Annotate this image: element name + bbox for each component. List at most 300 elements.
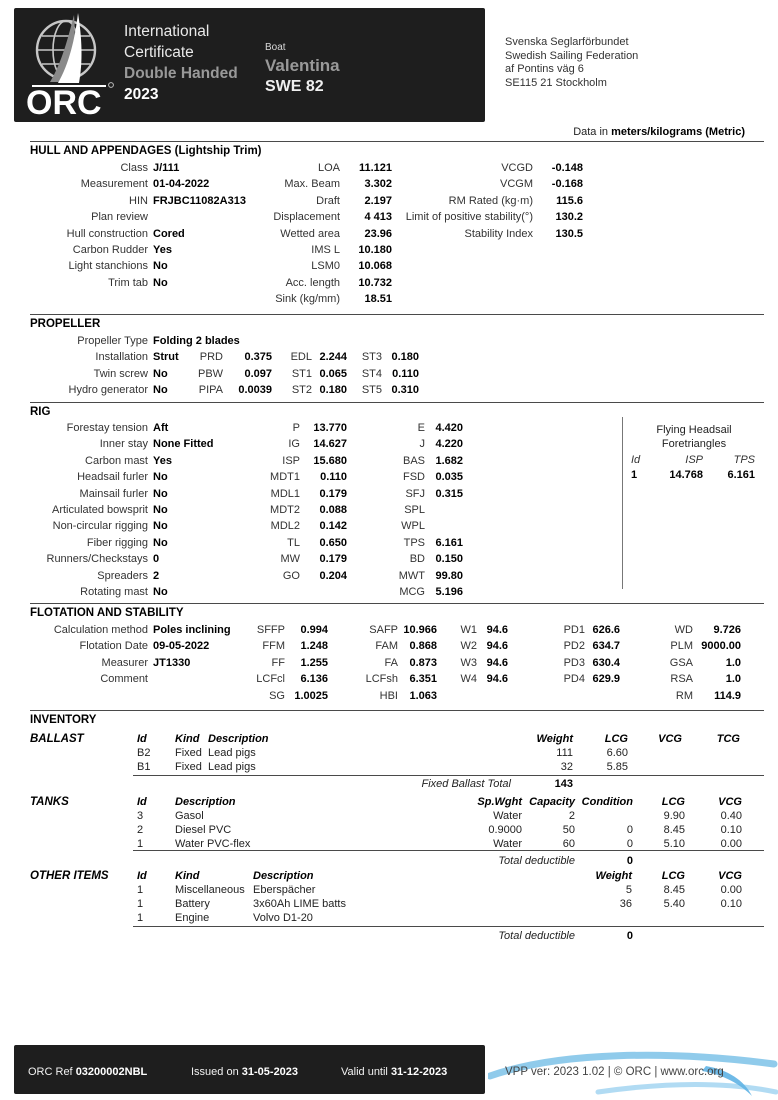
field-row (30, 673, 231, 689)
field-label: RM Rated (kg·m) (448, 194, 533, 207)
field-label: Rotating mast (80, 585, 148, 598)
field-row (555, 640, 620, 656)
field-row (30, 570, 214, 586)
field-value: 10.732 (358, 276, 392, 289)
flotation-col4 (455, 624, 508, 690)
field-label: SPL (404, 503, 425, 516)
field-value: FRJBC11082A313 (153, 194, 246, 207)
field-value: 9000.00 (701, 640, 741, 653)
field-label: MCG (399, 585, 425, 598)
field-row (240, 520, 347, 536)
table-label: TANKS (30, 796, 69, 808)
field-label: Class (120, 162, 148, 174)
cell: Eberspächer (253, 884, 316, 896)
field-value: 94.6 (486, 673, 508, 686)
field-label: W3 (460, 656, 477, 669)
field-label: MW (280, 553, 300, 566)
field-value: 0.180 (391, 351, 419, 364)
field-label: EDL (290, 351, 312, 364)
field-label: ST3 (361, 351, 382, 364)
column-header: TPS (733, 454, 755, 466)
flotation-col2 (230, 624, 328, 706)
field-value: No (153, 536, 168, 549)
cell: 3x60Ah LIME batts (253, 898, 346, 910)
field-value: Cored (153, 227, 185, 240)
field-row (350, 673, 437, 689)
flying-headsail-data-row (631, 469, 765, 481)
field-value: J/111 (153, 162, 180, 174)
field-value: 94.6 (486, 656, 508, 669)
field-row (240, 471, 347, 487)
field-label: Wetted area (280, 227, 340, 240)
svg-text:ORC: ORC (26, 84, 102, 118)
table-row (30, 761, 764, 775)
cell: 5.85 (606, 761, 628, 773)
field-value: 0.142 (319, 520, 347, 533)
column-header: Capacity (529, 796, 575, 808)
cell: 2 (568, 810, 575, 822)
field-value: 0.065 (319, 367, 347, 380)
field-label: Runners/Checkstays (46, 553, 148, 566)
field-value: 99.80 (435, 569, 463, 582)
field-label: Acc. length (285, 276, 340, 289)
field-row (380, 586, 463, 602)
field-value: 629.9 (592, 673, 620, 686)
issued-on (191, 1066, 298, 1078)
field-row (30, 260, 246, 276)
field-label: Carbon Rudder (72, 243, 148, 256)
field-label: Propeller Type (77, 335, 148, 347)
cell: 0 (626, 838, 633, 850)
table-label: BALLAST (30, 733, 84, 745)
cell: 60 (562, 838, 575, 850)
cell: 0.10 (720, 898, 742, 910)
cell: Gasol (175, 810, 204, 822)
field-label: RM (675, 689, 693, 702)
ballast-table (30, 730, 764, 792)
field-value: 09-05-2022 (153, 640, 210, 653)
field-row (30, 228, 246, 244)
cell-id: 1 (631, 469, 638, 481)
field-row (555, 657, 620, 673)
field-label: SG (269, 689, 285, 702)
cell: Lead pigs (208, 747, 256, 759)
field-row (30, 351, 419, 367)
section-propeller (30, 314, 764, 403)
field-row (555, 624, 620, 640)
table-total-divider (133, 775, 764, 776)
field-value: 0.110 (392, 367, 419, 380)
total-value: 0 (626, 930, 633, 942)
flying-headsail-header-row (631, 454, 765, 466)
field-label: ST2 (291, 384, 312, 397)
hull-right-column (390, 162, 583, 244)
cell: Battery (175, 898, 210, 910)
field-value: JT1330 (153, 656, 191, 669)
column-header: VCG (718, 870, 742, 882)
field-value: 18.51 (364, 293, 392, 306)
field-value: 10.966 (403, 624, 437, 636)
cell: 1 (137, 912, 144, 924)
flotation-col5 (555, 624, 620, 690)
field-label: GSA (669, 656, 693, 669)
field-value: No (153, 585, 168, 598)
field-row (390, 195, 583, 211)
field-label: WPL (401, 520, 425, 533)
field-row (30, 537, 214, 553)
field-row (230, 690, 328, 706)
field-value: 5.196 (435, 585, 463, 598)
title-line: 2023 (124, 86, 159, 103)
total-label: Total deductible (498, 930, 575, 942)
field-row (455, 640, 508, 656)
field-label: Non-circular rigging (52, 520, 148, 533)
field-label: PD1 (563, 624, 585, 636)
field-label: MDT2 (270, 503, 300, 516)
field-label: Displacement (273, 211, 340, 224)
field-value: Aft (153, 422, 169, 434)
field-value: Yes (153, 243, 172, 256)
field-value: No (153, 367, 168, 380)
field-value: -0.148 (551, 162, 583, 174)
field-label: Limit of positive stability(°) (405, 211, 533, 224)
field-row (390, 211, 583, 227)
flying-headsail-title (623, 423, 765, 451)
table-row (30, 912, 764, 926)
total-value: 143 (554, 778, 573, 790)
header-banner (14, 8, 485, 122)
field-row (240, 504, 347, 520)
field-label: PRD (199, 351, 223, 364)
field-value: 4.420 (435, 422, 463, 434)
field-label: Forestay tension (66, 422, 148, 434)
field-label: Installation (95, 351, 148, 364)
flying-headsail-box (622, 417, 765, 589)
section-title: RIG (30, 406, 51, 418)
cell: Engine (175, 912, 210, 924)
field-label: BAS (402, 454, 425, 467)
cell-tps: 6.161 (727, 469, 755, 481)
field-value: 630.4 (592, 656, 620, 669)
column-header: VCG (718, 796, 742, 808)
column-header: Sp.Wght (477, 796, 522, 808)
field-value: 14.627 (313, 438, 347, 451)
field-label: LSM0 (311, 260, 340, 273)
table-row (30, 898, 764, 912)
field-row (380, 438, 463, 454)
field-label: W1 (460, 624, 477, 636)
cell: 6.60 (606, 747, 628, 759)
field-row (240, 422, 347, 438)
field-value: 1.0025 (294, 689, 328, 702)
field-label: Carbon mast (85, 454, 148, 467)
field-value: 15.680 (313, 454, 347, 467)
field-value: 0.035 (435, 471, 463, 484)
field-value: 0.868 (409, 640, 437, 653)
section-hull (30, 141, 764, 315)
field-value: 0.873 (409, 656, 437, 669)
field-label: LCFsh (365, 673, 398, 686)
field-value: 13.770 (313, 422, 347, 434)
field-value: 0.315 (435, 487, 463, 500)
cell: B2 (137, 747, 151, 759)
cell: 0.9000 (488, 824, 522, 836)
cell: 0.10 (720, 824, 742, 836)
field-row (350, 624, 437, 640)
field-row (660, 673, 741, 689)
column-header: Description (175, 796, 236, 808)
cell: Miscellaneous (175, 884, 245, 896)
field-label: Hydro generator (68, 384, 148, 397)
field-row (380, 504, 463, 520)
field-label: Headsail furler (77, 471, 148, 484)
flying-headsail-title-line: Flying Headsail (656, 424, 732, 436)
field-label: MDL2 (270, 520, 300, 533)
field-row (230, 162, 392, 178)
field-value: 1.255 (300, 656, 328, 669)
rig-left-column (30, 422, 214, 602)
table-row (30, 810, 764, 824)
cell: 1 (137, 898, 144, 910)
field-label: GO (282, 569, 300, 582)
field-value: 0.088 (319, 503, 347, 516)
field-row (350, 640, 437, 656)
field-label: Trim tab (108, 276, 148, 289)
column-header: Weight (536, 733, 573, 745)
field-label: FAM (375, 640, 398, 653)
field-row (30, 657, 231, 673)
field-value: 1.063 (409, 689, 437, 702)
field-row (30, 438, 214, 454)
field-label: W4 (460, 673, 477, 686)
cell: 5 (625, 884, 632, 896)
column-header: Description (208, 733, 269, 745)
field-value: 01-04-2022 (153, 178, 210, 191)
field-value: 114.9 (714, 689, 741, 702)
federation-line: SE115 21 Stockholm (505, 76, 607, 89)
field-label: HIN (129, 194, 148, 207)
field-row (30, 384, 419, 400)
units-value: meters/kilograms (Metric) (611, 126, 745, 138)
field-value: No (153, 471, 168, 484)
field-label: W2 (460, 640, 477, 653)
field-value: 0.0039 (238, 384, 272, 397)
field-row (230, 211, 392, 227)
field-value: 0 (153, 553, 160, 566)
field-row (455, 657, 508, 673)
field-value: 4 413 (364, 211, 392, 224)
cell: Volvo D1-20 (253, 912, 313, 924)
cell: 32 (560, 761, 573, 773)
field-label: WD (674, 624, 693, 636)
field-row (30, 624, 231, 640)
cell-isp: 14.768 (669, 469, 703, 481)
field-row (380, 422, 463, 438)
field-row (30, 335, 419, 351)
field-value: 10.068 (358, 260, 392, 273)
orc-ref (28, 1066, 147, 1078)
field-label: Twin screw (93, 367, 148, 380)
valid-until (341, 1066, 447, 1078)
flying-headsail-title-line: Foretriangles (661, 438, 727, 450)
field-value: 94.6 (486, 624, 508, 636)
field-row (240, 570, 347, 586)
cell: 2 (137, 824, 144, 836)
field-label: P (292, 422, 300, 434)
cell: 1 (137, 884, 144, 896)
column-header: TCG (716, 733, 740, 745)
field-row (30, 178, 246, 194)
field-value: 634.7 (592, 640, 620, 653)
field-row (230, 293, 392, 309)
field-label: VCGD (501, 162, 533, 174)
orc-ref-value: 03200002NBL (75, 1066, 148, 1078)
field-label: TL (287, 536, 300, 549)
field-row (380, 537, 463, 553)
cell: 9.90 (663, 810, 685, 822)
field-row (30, 162, 246, 178)
field-value: 0.150 (435, 553, 463, 566)
cell: B1 (137, 761, 151, 773)
vpp-version: VPP ver: 2023 1.02 | © ORC | www.orc.org (505, 1066, 724, 1078)
column-header: LCG (661, 870, 685, 882)
field-value: 0.650 (319, 536, 347, 549)
table-total-divider (133, 926, 764, 927)
federation-line: af Pontins väg 6 (505, 63, 584, 75)
field-value: 11.121 (358, 162, 392, 174)
cell: 0.40 (720, 810, 742, 822)
field-row (660, 690, 741, 706)
field-value: -0.168 (551, 178, 583, 191)
table-header-row (30, 730, 764, 747)
field-row (380, 520, 463, 536)
field-row (230, 624, 328, 640)
field-value: 130.2 (555, 211, 583, 224)
field-value: None Fitted (153, 438, 214, 451)
federation-address (505, 36, 638, 90)
cell: 5.10 (663, 838, 685, 850)
field-row (30, 277, 246, 293)
field-label: BD (409, 553, 425, 566)
sail-number: SWE 82 (265, 78, 324, 95)
field-value: 1.0 (725, 656, 741, 669)
field-label: Inner stay (99, 438, 148, 451)
flotation-col6 (660, 624, 741, 706)
field-value: 1.0 (725, 673, 741, 686)
field-row (30, 471, 214, 487)
field-value: 94.6 (486, 640, 508, 653)
cell: Lead pigs (208, 761, 256, 773)
cell: Fixed (175, 761, 202, 773)
field-row (240, 488, 347, 504)
footer-banner (14, 1045, 485, 1094)
field-value: 0.180 (319, 384, 347, 397)
field-value: Yes (153, 454, 172, 467)
column-header: Description (253, 870, 314, 882)
field-value: 626.6 (592, 624, 620, 636)
cell: Water (493, 838, 522, 850)
field-row (390, 178, 583, 194)
field-row (230, 195, 392, 211)
field-value: No (153, 384, 168, 397)
field-row (660, 640, 741, 656)
field-label: FA (384, 656, 398, 669)
field-label: PD2 (563, 640, 585, 653)
cell: 5.40 (663, 898, 685, 910)
field-row (380, 553, 463, 569)
field-value: 23.96 (364, 227, 392, 240)
orc-ref-label: ORC Ref (28, 1066, 76, 1078)
cell: 8.45 (663, 824, 685, 836)
cell: Fixed (175, 747, 202, 759)
field-row (30, 422, 214, 438)
table-total-row (30, 778, 764, 792)
field-value: 4.220 (435, 438, 463, 451)
field-row (240, 537, 347, 553)
flotation-col3 (350, 624, 437, 706)
field-label: ST4 (361, 367, 382, 380)
field-label: Articulated bowsprit (52, 503, 148, 516)
field-row (30, 504, 214, 520)
field-row (230, 260, 392, 276)
field-row (230, 657, 328, 673)
table-total-divider (133, 850, 764, 851)
table-header-row (30, 867, 764, 884)
cell: Diesel PVC (175, 824, 232, 836)
issued-label: Issued on (191, 1066, 242, 1078)
field-label: Measurement (80, 178, 148, 191)
field-row (240, 553, 347, 569)
column-header: Id (137, 796, 147, 808)
boat-name: Valentina (265, 56, 340, 75)
valid-label: Valid until (341, 1066, 391, 1078)
field-value: 130.5 (555, 227, 583, 240)
total-label: Fixed Ballast Total (421, 778, 511, 790)
other-items-table (30, 867, 764, 943)
cell: 50 (562, 824, 575, 836)
title-line: International (124, 23, 210, 40)
field-row (30, 586, 214, 602)
field-row (390, 228, 583, 244)
column-header: VCG (658, 733, 682, 745)
cell: 1 (137, 838, 144, 850)
cell: 3 (137, 810, 144, 822)
column-header: LCG (604, 733, 628, 745)
column-header: LCG (661, 796, 685, 808)
certificate-title (124, 21, 238, 105)
field-row (30, 455, 214, 471)
section-title: INVENTORY (30, 714, 97, 726)
field-row (230, 178, 392, 194)
field-row (380, 455, 463, 471)
field-label: Comment (100, 673, 148, 686)
field-row (555, 673, 620, 689)
field-row (390, 162, 583, 178)
field-label: HBI (379, 689, 398, 702)
field-row (30, 244, 246, 260)
field-label: SFFP (256, 624, 285, 636)
field-label: Fiber rigging (86, 536, 148, 549)
section-title: FLOTATION AND STABILITY (30, 607, 184, 619)
field-label: PBW (198, 367, 224, 380)
table-total-row (30, 930, 764, 944)
cell: 0 (626, 824, 633, 836)
field-label: LCFcl (256, 673, 285, 686)
field-value: No (153, 487, 168, 500)
column-header: Id (631, 454, 641, 466)
field-value: 2 (153, 569, 160, 582)
field-label: Stability Index (464, 227, 533, 240)
